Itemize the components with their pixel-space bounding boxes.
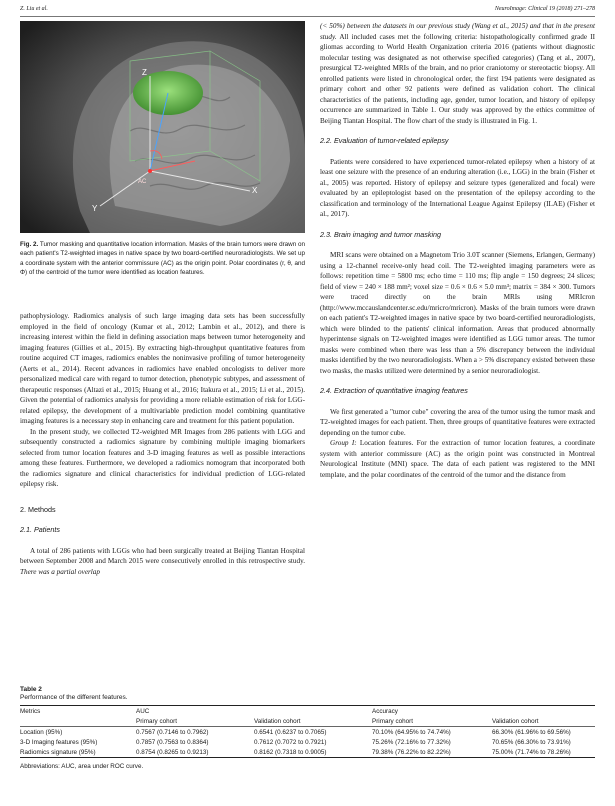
table-2 (20, 686, 595, 770)
row-auc-primary: 0.7567 (0.7146 to 0.7962) (136, 728, 209, 736)
subsection-heading-imaging: 2.3. Brain imaging and tumor masking (320, 229, 442, 239)
row-auc-primary: 0.7857 (0.7563 to 0.8364) (136, 738, 209, 746)
axis-y-label: Y (92, 204, 98, 213)
header-auc: AUC (136, 707, 150, 715)
header-rule (20, 16, 595, 17)
patients-continued-italic: (< 50%) between the datasets in our previous study (Wang et al., 2015) and that in the present study. (320, 22, 595, 41)
intro-paragraph-1: pathophysiology. Radiomics analysis of such large imaging data sets has been successfully employed in the field of oncology (Kumar et al., 2012; Lambin et al., 2012), and there is increasing interest within the field in defining association maps between tumor heterogeneity and imaging features (Gillies et al., 2015). By extracting high-throughput quantitative features from routine acquired CT images, radiomics enables the noninvasive profiling of tumor heterogeneity (Aerts et al., 2014). Recent advances in radiomics have enabled oncologists to deliver more personalized medical care with regard to tumor detection, phenotypic subtypes, and assessment of therapeutic responses (Altazi et al., 2015; Huang et al., 2016; Itakura et al., 2015; Li et al., 2015). Given the potential of radiomics analysis for providing a more reliable estimation of risk for LGG-related epilepsy, the development of a multivariable prediction model combining quantitative imaging features is a necessary step in enhancing care and treatment for this patient population. (20, 312, 305, 425)
table-row (20, 737, 595, 747)
row-acc-primary: 70.10% (64.95% to 74.74%) (372, 728, 451, 736)
extraction-paragraph-2-text: Location features. For the extraction of tumor location features, a coordinate system with anterior commissure (AC) as the origin point was constructed in Montreal Neurological Institute (MNI) space. The data of each patient was registered to the MNI template, and the polar coordinates of the centroid of the tumor and the distance from (320, 439, 595, 479)
table-row (20, 747, 595, 758)
subsection-heading-epilepsy: 2.2. Evaluation of tumor-related epilepsy (320, 136, 449, 145)
row-acc-primary: 79.38% (76.22% to 82.22%) (372, 748, 451, 756)
figure-brain-mri (20, 21, 305, 233)
header-metrics: Metrics (20, 707, 41, 715)
row-acc-validation: 75.00% (71.74% to 78.26%) (492, 748, 571, 756)
extraction-paragraph-1: We first generated a "tumor cube" covering the area of the tumor using the tumor mask and T2-weighted images for each patient. Then, three groups of quantitative features were extracted depending on the tumor cube. (320, 407, 595, 437)
figure-caption (20, 240, 305, 277)
patients-continued-paragraph (320, 21, 595, 126)
row-acc-validation: 66.30% (61.96% to 69.56%) (492, 728, 571, 736)
epilepsy-paragraph: Patients were considered to have experienced tumor-related epilepsy when a history of at least one seizure with the presence of an enduring alteration (i.e., LGG) in the brain (Fisher et al., 2005) was reported. History of epilepsy and seizure types (generalized and focal) were evaluated by an epileptologist based on the presentation of the epilepsy according to the classification and terminology of the International League Against Epilepsy (ILAE) (Fisher et al., 2017). (320, 157, 595, 218)
axis-x-label: X (252, 186, 258, 195)
axis-z-label: Z (142, 68, 147, 77)
imaging-paragraph: MRI scans were obtained on a Magnetom Trio 3.0T scanner (Siemens, Erlangen, Germany) using a 12-channel receive-only head coil. The T2-weighted imaging parameters were as follows: repetition time = 5800 ms; echo time = 110 ms; flip angle = 150 degrees; 24 slices; field of view = 240 × 188 mm²; voxel size = 0.6 × 0.6 × 5.0 mm³; matrix = 384 × 300. Tumors were traced directly on the brain MRIs using MRIcron (http://www.mccauslandcenter.sc.edu/mricro/mricron). Masks of the brain tumors were drawn on each patient's T2-weighted images in native space by two board-certified neuroradiologists, which were blinded to the patients' clinical information. Areas that produced abnormally hyperintense signals on T2-weighted images were identified as LGG tumor areas. The tumor masks were combined when there was less than a 5% discrepancy between the individual masks identified by the two neuroradiologists. When a > 5% discrepancy existed between these two masks, the masks utilized were determined by a senior neuroradiologist. (320, 251, 595, 375)
ac-origin (148, 169, 152, 173)
header-accuracy: Accuracy (372, 707, 398, 715)
patients-continued-text: All included cases met the following criteria: histopathologically confirmed grade II gliomas according to World Health Organization criteria 2016 (patients without diagnostic molecular testing was designated as not otherwise specified categories) (Tang et al., 2007), presurgical T2-weighted MRIs of the brain, and no prior craniotomy or stereotactic biopsy. All enrolled patients were listed in chronological order, the first 194 patients were designated as primary cohort and other 92 patients were defined as validation cohort. The clinical characteristics of the patients, including age, gender, tumor location, and history of epilepsy occurrence are summarized in Table 1. Our study was approved by the ethics committee of Beijing Tiantan Hospital. The flow chart of the study is illustrated in Fig. 1. (320, 32, 595, 125)
row-auc-validation: 0.6541 (0.6237 to 0.7065) (254, 728, 327, 736)
figure-caption-text: Tumor masking and quantitative location information. Masks of the brain tumors were drawn on each patient's T2-weighted images in native space by two board-certified neuroradiologists. We set up a coordinate system with the anterior commissure (AC) as the origin point. Polar coordinates (r, θ, and Φ) of the centroid of the tumor were identified as location features. (20, 241, 305, 276)
row-acc-validation: 70.65% (66.30% to 73.91%) (492, 738, 571, 746)
left-column (20, 311, 305, 577)
header-auc-validation: Validation cohort (254, 717, 301, 725)
row-metric: Location (95%) (20, 728, 63, 736)
header-acc-primary: Primary cohort (372, 717, 413, 725)
running-header-authors: Z. Liu et al. (20, 6, 48, 12)
row-auc-primary: 0.8754 (0.8265 to 0.9213) (136, 748, 209, 756)
row-metric: Radiomics signature (95%) (20, 748, 96, 756)
row-acc-primary: 75.26% (72.16% to 77.32%) (372, 738, 451, 746)
subsection-heading-extraction: 2.4. Extraction of quantitative imaging features (320, 386, 468, 395)
group-label: Group I: (330, 439, 357, 447)
figure-caption-label: Fig. 2. (20, 241, 39, 248)
table-caption: Performance of the different features. (20, 694, 128, 701)
running-header-journal: NeuroImage: Clinical 19 (2018) 271–278 (494, 6, 595, 12)
ac-label: AC (138, 179, 147, 185)
row-metric: 3-D Imaging features (95%) (20, 738, 98, 746)
section-heading-methods: 2. Methods (20, 504, 56, 514)
patients-paragraph (20, 546, 305, 578)
patients-paragraph-text: A total of 286 patients with LGGs who had been surgically treated at Beijing Tiantan Hospital between September 2008 and March 2015 were consecutively enrolled in this retrospective study. (20, 546, 305, 565)
table-row (20, 727, 595, 738)
performance-table (20, 705, 595, 758)
intro-paragraph-2: In the present study, we collected T2-weighted MR Images from 286 patients with LGG and subsequently constructed a radiomics signature by combining multiple imaging biomarkers selected from tumor location features and 3-D imaging features as well as possible interactions among these features. Furthermore, we developed a radiomics nomogram that incorporated both the radiomics signature and clinical characteristics for individual prediction of LGG-related epilepsy risk. (20, 427, 305, 488)
right-column (320, 21, 595, 480)
extraction-paragraph-2 (320, 438, 595, 480)
header-auc-primary: Primary cohort (136, 717, 177, 725)
patients-paragraph-italic: There was a partial overlap (20, 567, 100, 576)
table-footnote: Abbreviations: AUC, area under ROC curve. (20, 763, 144, 770)
mri-image (20, 21, 305, 233)
subsection-heading-patients: 2.1. Patients (20, 525, 60, 534)
row-auc-validation: 0.8162 (0.7318 to 0.9005) (254, 748, 327, 756)
table-title: Table 2 (20, 686, 42, 693)
header-acc-validation: Validation cohort (492, 717, 539, 725)
row-auc-validation: 0.7612 (0.7072 to 0.7921) (254, 738, 327, 746)
